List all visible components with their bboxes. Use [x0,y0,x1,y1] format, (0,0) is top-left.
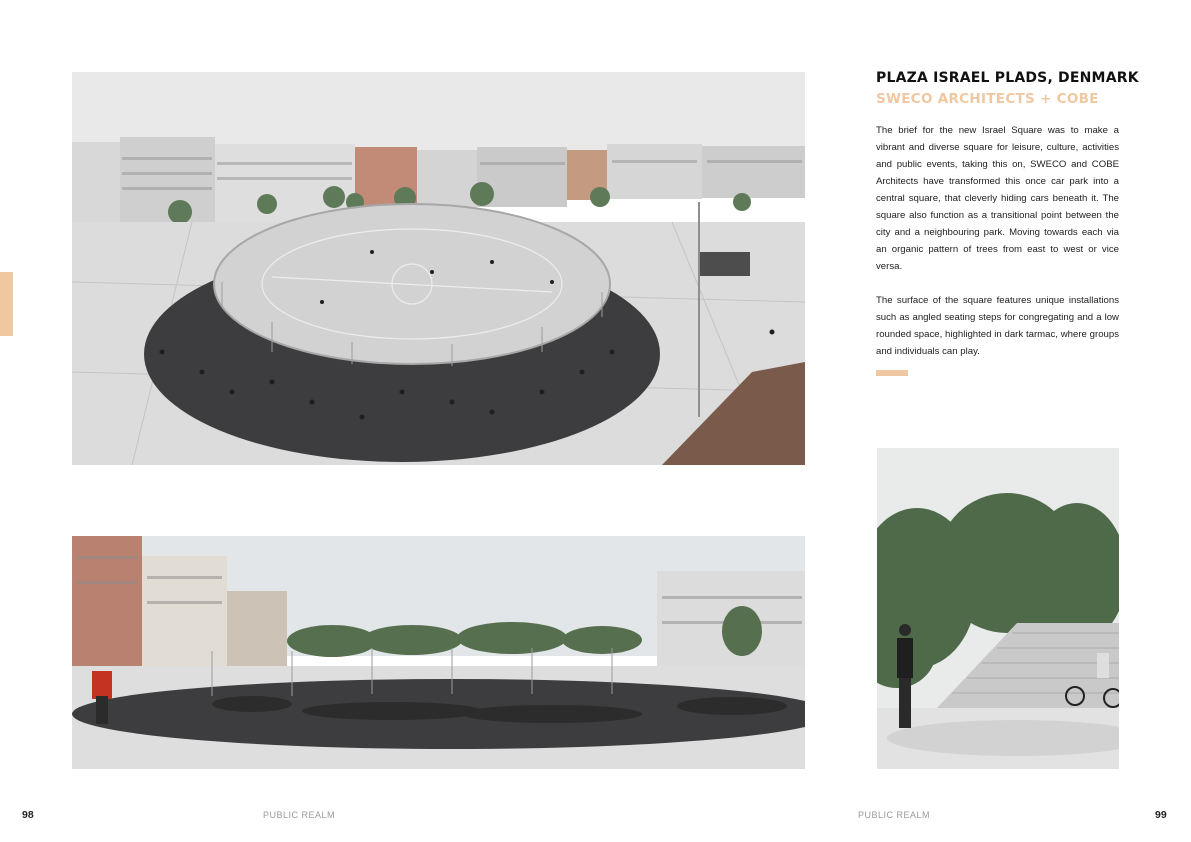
ground-level-plaza-photo [72,536,805,769]
article-paragraph-1: The brief for the new Israel Square was to make a vibrant and diverse square for leisure, culture, activities and public events, taking this on, SWECO and COBE Architects have transformed this once car park into a central square, that cleverly hiding cars beneath it. The square also function as a transitional point between the city and a neighbouring park. Moving towards each via an organic pattern of trees from east to west or vice versa. [876,125,1119,272]
page-number-right: 99 [1155,809,1167,821]
section-tab-marker [0,272,13,336]
footer-section-left: PUBLIC REALM [263,810,336,820]
footer-section-right: PUBLIC REALM [858,810,931,820]
seating-steps-photo [877,448,1119,769]
accent-divider [876,370,908,376]
aerial-plaza-photo [72,72,805,465]
page-number-left: 98 [22,809,34,821]
article-subtitle: SWECO ARCHITECTS + COBE [876,91,1099,107]
article-title: PLAZA ISRAEL PLADS, DENMARK [876,70,1139,86]
article-paragraph-2: The surface of the square features unique installations such as angled seating steps for congregating and a low rounded space, highlighted in dark tarmac, where groups and individuals can play. [876,295,1119,357]
